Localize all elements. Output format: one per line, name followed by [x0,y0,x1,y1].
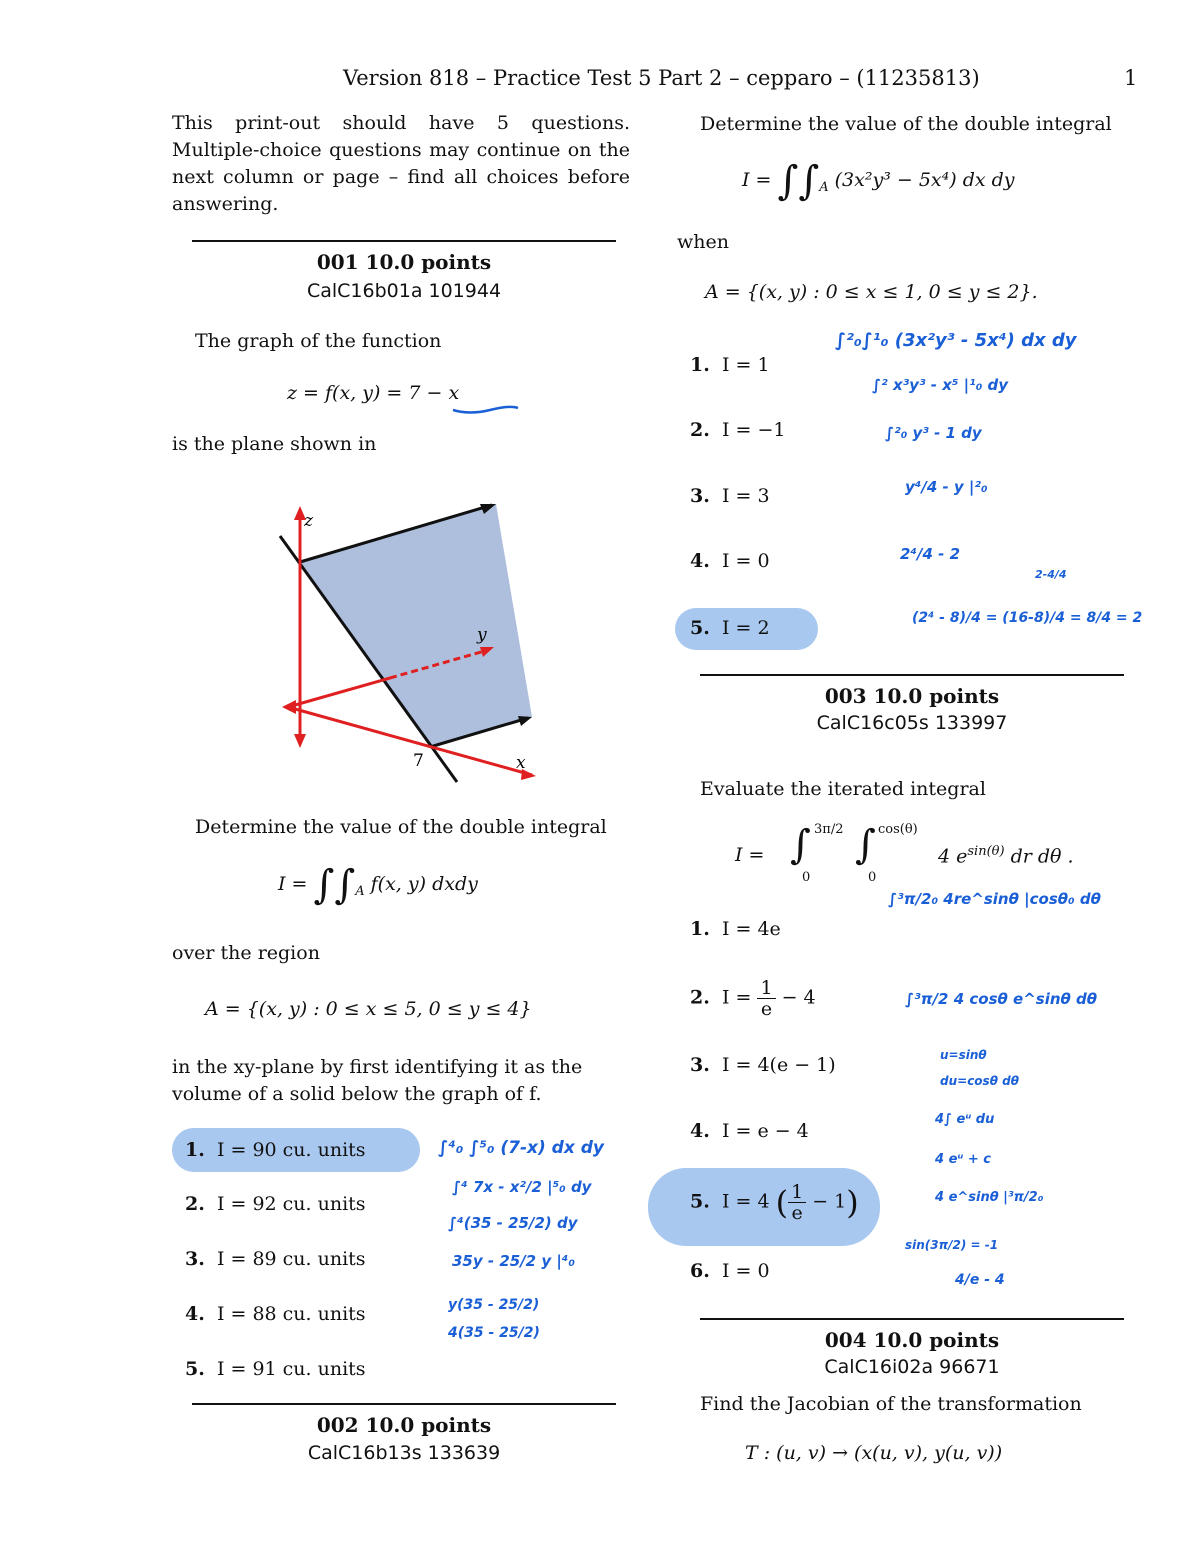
q1-integrand: f(x, y) dxdy [370,873,478,895]
q1-region: A = {(x, y) : 0 ≤ x ≤ 5, 0 ≤ y ≤ 4} [205,998,532,1020]
q3-handwriting-6: 4 eᵘ + c [935,1152,991,1167]
intro-text: This print-out should have 5 questions. Multiple-choice questions may continue on the next column or page – find all choices before answering. [172,112,630,215]
q2-choice-4[interactable]: 4. I = 0 [690,550,770,572]
seven-label: 7 [413,751,424,771]
q1-prompt: The graph of the function [195,330,442,352]
q2-heading: 002 10.0 points [316,1413,492,1437]
q3-choice-3[interactable]: 3. I = 4(e − 1) [690,1054,836,1076]
double-integral-icon: ∫∫ [777,158,820,204]
q1-choice-1[interactable]: 1. I = 90 cu. units [185,1139,366,1161]
q1-plane-graph [270,490,560,790]
q2-when: when [677,231,729,253]
q3-handwriting-1: ∫³π/2₀ 4re^sinθ |cosθ₀ dθ [888,890,1101,908]
q3-lower-outer: 0 [802,870,811,885]
q1-choice-5[interactable]: 5. I = 91 cu. units [185,1358,366,1380]
q2-choice-1[interactable]: 1. I = 1 [690,354,770,376]
q2-choice-5[interactable]: 5. I = 2 [690,617,770,639]
q1-heading: 001 10.0 points [316,250,492,274]
q1-region-intro: over the region [172,942,320,964]
q2-handwriting-5: 2⁴/4 - 2 [900,545,961,563]
q2-choice-2[interactable]: 2. I = −1 [690,419,786,441]
q1-handwriting-2: ∫⁴ 7x - x²/2 |⁵₀ dy [452,1178,592,1196]
q3-rule [700,674,1124,676]
q1-choice-2[interactable]: 2. I = 92 cu. units [185,1193,366,1215]
q3-handwriting-8: sin(3π/2) = -1 [905,1238,999,1252]
q1-code: CalC16b01a 101944 [306,280,502,302]
integral-icon-outer: ∫ [790,822,811,868]
q3-choice-5[interactable]: 5. I = 4 ( $\frac{1}{e}$ − 1) [690,1181,859,1224]
q3-handwriting-5: 4∫ eᵘ du [935,1112,995,1127]
q3-handwriting-3: u=sinθ [940,1048,987,1062]
z-label: z [304,511,313,531]
q3-prompt: Evaluate the iterated integral [700,778,986,800]
q3-handwriting-7: 4 e^sinθ |³π/2₀ [935,1190,1044,1205]
q4-rule [700,1318,1124,1320]
q3-code: CalC16c05s 133997 [816,712,1008,734]
q2-prompt: Determine the value of the double integral [700,113,1112,135]
q2-handwriting-2: ∫² x³y³ - x⁵ |¹₀ dy [872,376,1009,394]
q1-choice-3[interactable]: 3. I = 89 cu. units [185,1248,366,1270]
q3-handwriting-2: ∫³π/2 4 cosθ e^sinθ dθ [905,990,1098,1008]
page-title: Version 818 – Practice Test 5 Part 2 – cepparo – (11235813) [343,66,980,90]
q1-handwriting-6: 4(35 - 25/2) [448,1325,540,1341]
integral-icon-inner: ∫ [855,822,876,868]
q3-lower-inner: 0 [868,870,877,885]
q3-lhs: I = [735,844,765,866]
page-number: 1 [1124,66,1138,90]
q2-rule [192,1403,616,1405]
q3-choice-2[interactable]: 2. I = $\frac{1}{e}$ − 4 [690,977,816,1020]
q1-integral-sub: A [355,883,365,899]
q1-prompt2: Determine the value of the double integral [195,816,607,838]
y-label: y [477,625,487,645]
q1-handwriting-1: ∫⁴₀ ∫⁵₀ (7-x) dx dy [438,1138,604,1158]
q1-handwriting-4: 35y - 25/2 y |⁴₀ [452,1252,575,1270]
q3-heading: 003 10.0 points [824,684,1000,708]
q1-integral [278,862,478,908]
q2-handwriting-7: (2⁴ - 8)/4 = (16-8)/4 = 8/4 = 2 [912,610,1143,626]
arrowhead-bottom [518,716,532,726]
q1-handwriting-5: y(35 - 25/2) [448,1297,540,1313]
q2-region: A = {(x, y) : 0 ≤ x ≤ 1, 0 ≤ y ≤ 2}. [705,281,1038,303]
q1-rule [192,240,616,242]
q1-instr-1: in the xy-plane by first identifying it as the [172,1056,583,1078]
q1-handwriting-3: ∫⁴(35 - 25/2) dy [448,1214,578,1232]
q3-upper-inner: cos(θ) [878,822,918,837]
q2-code: CalC16b13s 133639 [307,1442,501,1464]
q2-integral [742,158,1015,204]
q3-choice-6[interactable]: 6. I = 0 [690,1260,770,1282]
x-label: x [516,753,526,773]
q1-function: z = f(x, y) = 7 − x [287,382,460,404]
q2-choice-3[interactable]: 3. I = 3 [690,485,770,507]
q4-prompt: Find the Jacobian of the transformation [700,1393,1082,1415]
q3-integrand: 4 $e^{sin(\theta)}$ dr dθ . [938,844,1074,868]
q4-code: CalC16i02a 96671 [824,1356,1000,1378]
q4-heading: 004 10.0 points [824,1328,1000,1352]
q2-handwriting-1: ∫²₀∫¹₀ (3x²y³ - 5x⁴) dx dy [835,330,1077,351]
z-arrowhead-down [294,734,306,748]
q1-underline-scribble [450,402,522,416]
q3-handwriting-4: du=cosθ dθ [940,1074,1019,1088]
y-axis-solid [288,678,390,707]
q3-choice-4[interactable]: 4. I = e − 4 [690,1120,809,1142]
origin-arrow [282,700,296,714]
q2-handwriting-4: y⁴/4 - y |²₀ [905,478,988,496]
q1-choice-4[interactable]: 4. I = 88 cu. units [185,1303,366,1325]
q1-integral-lhs: I = [278,873,308,895]
double-integral-icon: ∫∫ [313,862,356,908]
q4-transform: T : (u, v) → (x(u, v), y(u, v)) [745,1442,1003,1464]
q2-integrand: (3x²y³ − 5x⁴) dx dy [834,169,1015,191]
q3-handwriting-9: 4/e - 4 [955,1272,1005,1288]
q3-upper-outer: 3π/2 [814,822,844,837]
q1-after-text: is the plane shown in [172,433,377,455]
q1-instr-2: volume of a solid below the graph of f. [172,1083,542,1105]
q2-handwriting-6: 2-4/4 [1035,568,1067,581]
q2-handwriting-3: ∫²₀ y³ - 1 dy [885,424,982,442]
plane-surface [300,504,532,747]
q2-integral-lhs: I = [742,169,772,191]
q2-integral-sub: A [819,179,829,195]
q3-choice-1[interactable]: 1. I = 4e [690,918,781,940]
